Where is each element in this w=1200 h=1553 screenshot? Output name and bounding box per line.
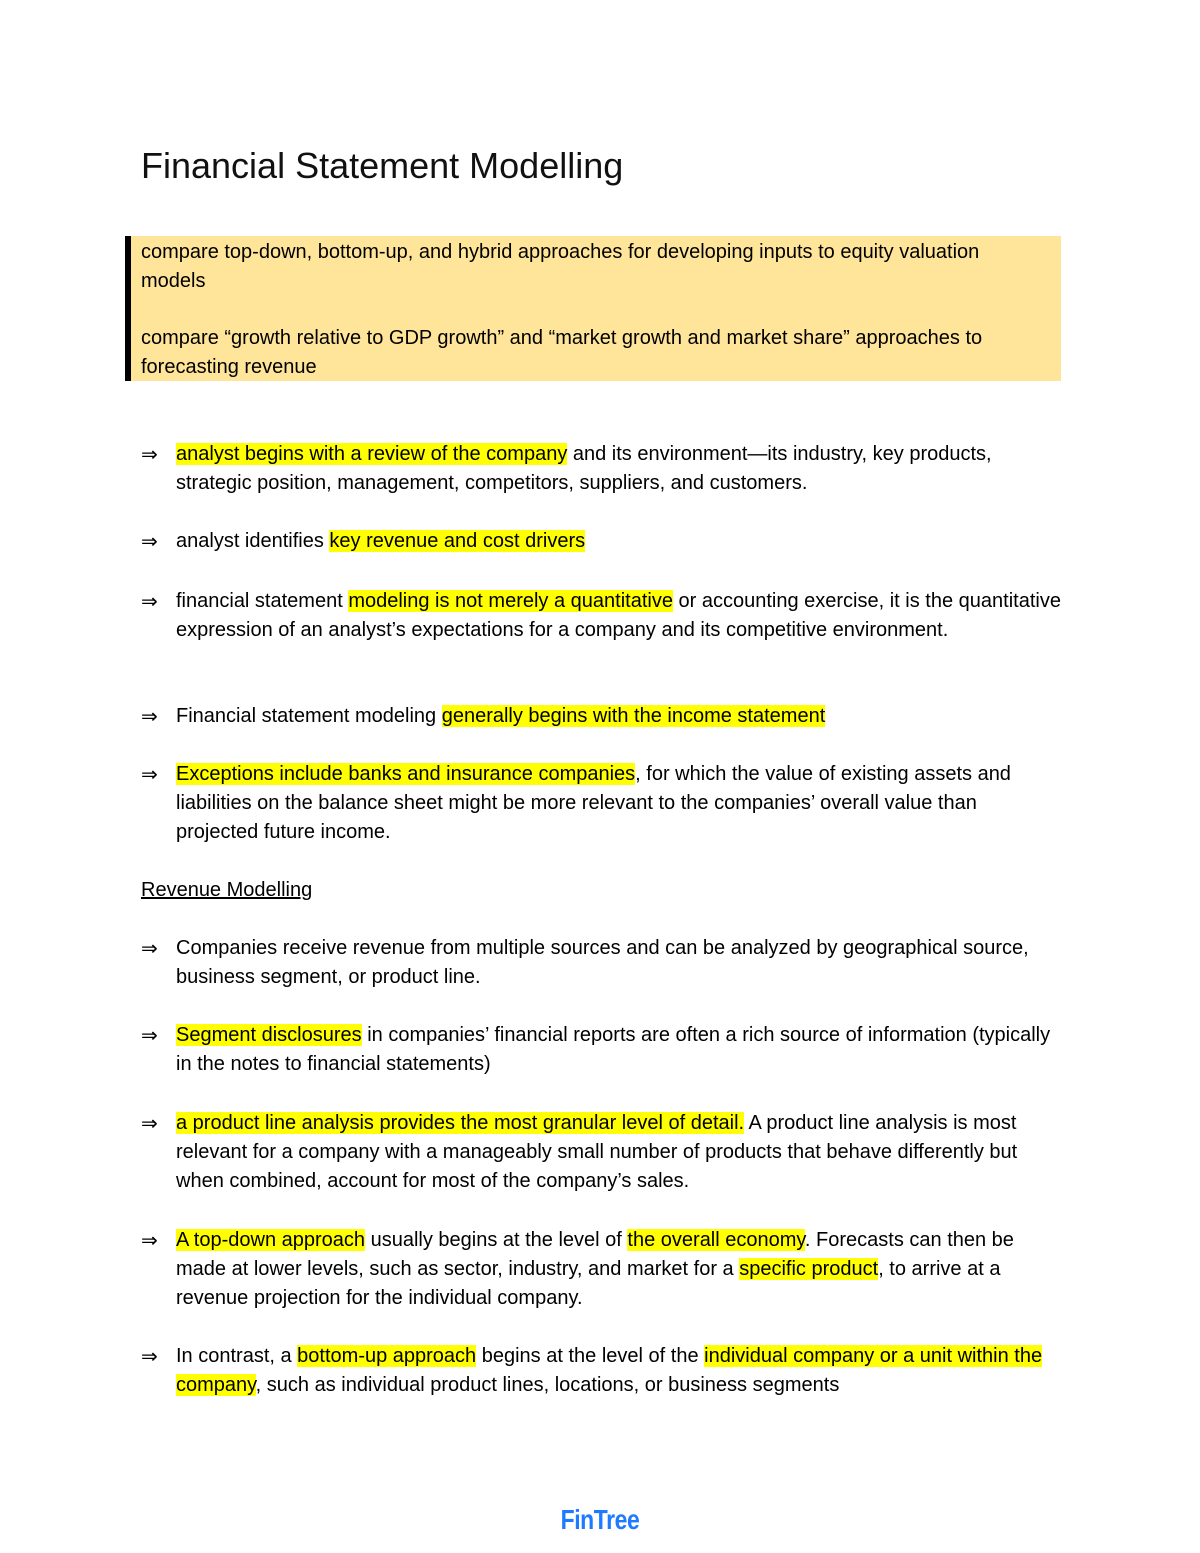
bullet-text (176, 1109, 1061, 1195)
bullet-item (141, 1109, 1061, 1195)
bullet-text (176, 760, 1061, 846)
callout-objective-2: compare “growth relative to GDP growth” and “market growth and market share” approaches to forecasting revenue (141, 327, 983, 378)
bullet-text (176, 1342, 1061, 1400)
highlighted-text: bottom-up approach (297, 1345, 477, 1367)
callout-accent-bar (125, 236, 131, 381)
bullet-item (141, 702, 1061, 731)
text-run: , to arrive at a revenue projection for the individual company. (176, 1257, 1001, 1309)
bullet-item (141, 934, 1061, 992)
text-run: analyst identifies (176, 530, 330, 552)
arrow-icon: ⇒ (141, 762, 158, 786)
highlighted-text: key revenue and cost drivers (329, 530, 586, 552)
text-run: , such as individual product lines, locations, or business segments (255, 1373, 840, 1396)
bullet-text (176, 527, 1061, 556)
bullet-text (176, 1021, 1061, 1079)
text-run: begins at the level of the (476, 1345, 705, 1367)
highlighted-text: a product line analysis provides the most granular level of detail. (176, 1112, 745, 1134)
highlighted-text: the overall economy (627, 1229, 805, 1251)
bullet-item (141, 440, 1061, 498)
highlighted-text: analyst begins with a review of the company (176, 443, 568, 465)
arrow-icon: ⇒ (141, 1344, 158, 1368)
arrow-icon: ⇒ (141, 589, 158, 613)
arrow-icon: ⇒ (141, 442, 158, 466)
bullet-item (141, 1342, 1061, 1400)
bullet-item (141, 760, 1061, 846)
page-title: Financial Statement Modelling (141, 145, 624, 186)
bullet-text (176, 440, 1061, 498)
text-run: and its environment—its industry, key products, strategic position, management, competitors, suppliers, and customers. (176, 443, 992, 494)
bullet-item (141, 1226, 1061, 1312)
bullet-text (176, 1226, 1061, 1312)
text-run: financial statement (176, 590, 349, 612)
bullet-item (141, 527, 1061, 556)
bullet-item (141, 1021, 1061, 1079)
text-run: Companies receive revenue from multiple sources and can be analyzed by geographical source, business segment, or product line. (176, 937, 1029, 988)
text-run: in companies’ financial reports are often a rich source of information (typically in the notes to financial statements) (176, 1024, 1051, 1075)
arrow-icon: ⇒ (141, 704, 158, 728)
highlighted-text: Exceptions include banks and insurance companies (176, 763, 636, 785)
highlighted-text: specific product (739, 1257, 879, 1280)
arrow-icon: ⇒ (141, 1111, 158, 1135)
fintree-logo-footer: FinTree (560, 1504, 640, 1535)
arrow-icon: ⇒ (141, 936, 158, 960)
arrow-icon: ⇒ (141, 529, 158, 553)
text-run: , for which the value of existing assets and liabilities on the balance sheet might be more relevant to the companies’ overall value than projected future income. (176, 763, 1011, 843)
learning-objectives-callout (125, 236, 1061, 381)
bullet-text (176, 702, 1061, 731)
highlighted-text: modeling is not merely a quantitative (348, 590, 673, 612)
bullet-text (176, 587, 1061, 645)
bullet-text (176, 934, 1061, 992)
highlighted-text: individual company or a unit within the company (176, 1345, 1043, 1396)
callout-objective-1: compare top-down, bottom-up, and hybrid approaches for developing inputs to equity valuation models (141, 241, 980, 292)
section-heading-revenue-modelling: Revenue Modelling (141, 879, 313, 901)
highlighted-text: Segment disclosures (176, 1024, 362, 1046)
highlighted-text: generally begins with the income statement (441, 705, 826, 727)
text-run: Financial statement modeling (176, 705, 442, 727)
text-run: usually begins at the level of (365, 1229, 628, 1251)
text-run: or accounting exercise, it is the quantitative expression of an analyst’s expectations for a company and its competitive environment. (176, 590, 1061, 641)
arrow-icon: ⇒ (141, 1023, 158, 1047)
arrow-icon: ⇒ (141, 1228, 158, 1252)
bullet-item (141, 587, 1061, 645)
text-run: A product line analysis is most relevant for a company with a manageably small number of products that behave differently but when combined, account for most of the company’s sales. (176, 1112, 1018, 1192)
highlighted-text: A top-down approach (176, 1229, 366, 1251)
text-run: In contrast, a (176, 1345, 298, 1367)
text-run: . Forecasts can then be made at lower levels, such as sector, industry, and market for a (176, 1229, 1014, 1280)
